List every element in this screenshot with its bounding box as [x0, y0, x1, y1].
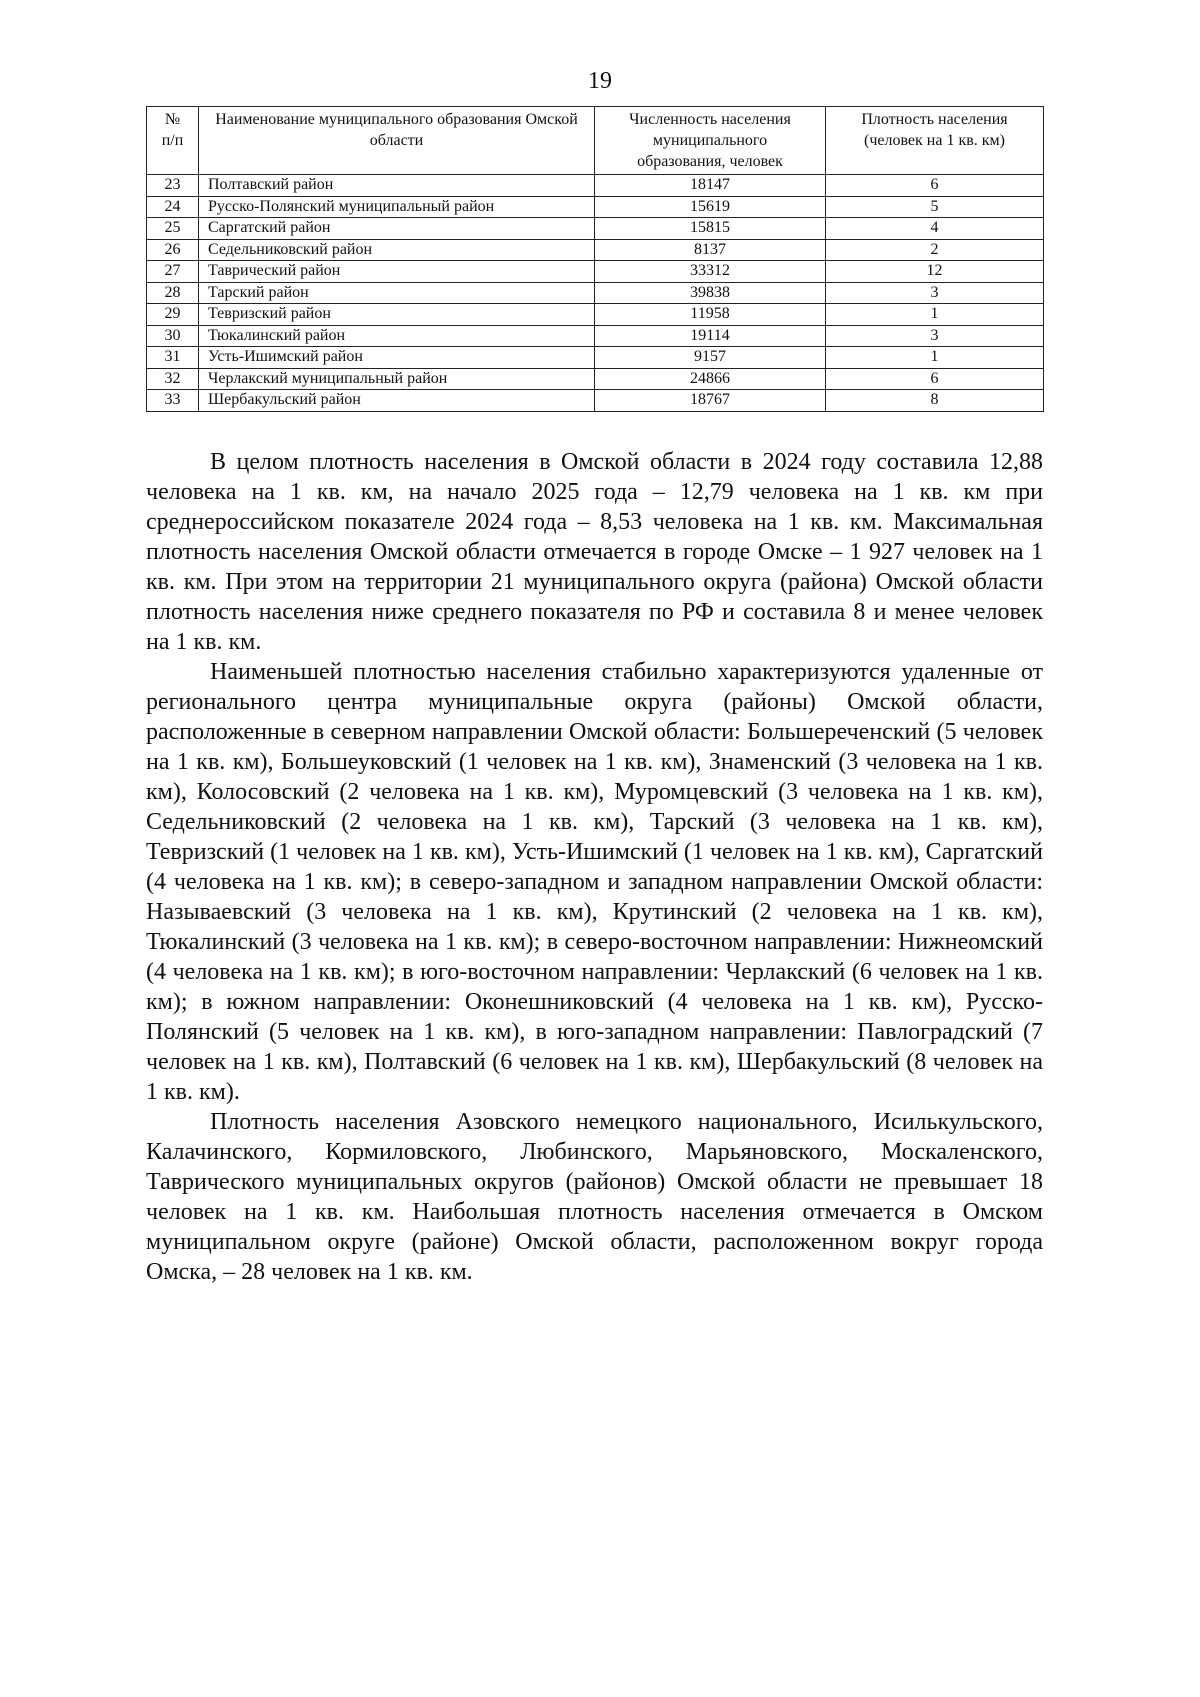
- cell-population: 9157: [595, 347, 826, 369]
- cell-number: 33: [147, 390, 199, 412]
- cell-number: 25: [147, 218, 199, 240]
- cell-municipality: Тюкалинский район: [199, 325, 595, 347]
- table-row: [147, 390, 1044, 412]
- table-row: [147, 282, 1044, 304]
- cell-municipality: Полтавский район: [199, 175, 595, 197]
- cell-density: 4: [826, 218, 1044, 240]
- cell-population: 24866: [595, 368, 826, 390]
- cell-density: 1: [826, 304, 1044, 326]
- cell-density: 3: [826, 282, 1044, 304]
- table-row: [147, 218, 1044, 240]
- paragraph: Наименьшей плотностью населения стабильно характеризуются удаленные от регионального центра муниципальные округа (районы) Омской области, расположенные в северном направлении Омской области: Большереченский (5 человек на 1 кв. км), Большеуковский (1 человек на 1 кв. км), Знаменский (3 человека на 1 кв. км), Колосовский (2 человека на 1 кв. км), Муромцевский (3 человека на 1 кв. км), Седельниковский (2 человека на 1 кв. км), Тарский (3 человека на 1 кв. км), Тевризский (1 человек на 1 кв. км), Усть-Ишимский (1 человек на 1 кв. км), Саргатский (4 человека на 1 кв. км); в северо-западном и западном направлении Омской области: Называевский (3 человека на 1 кв. км), Крутинский (2 человека на 1 кв. км), Тюкалинский (3 человека на 1 кв. км); в северо-восточном направлении: Нижнеомский (4 человека на 1 кв. км); в юго-восточном направлении: Черлакский (6 человек на 1 кв. км); в южном направлении: Оконешниковский (4 человека на 1 кв. км), Русско-Полянский (5 человек на 1 кв. км), в юго-западном направлении: Павлоградский (7 человек на 1 кв. км), Полтавский (6 человек на 1 кв. км), Шербакульский (8 человек на 1 кв. км).: [146, 659, 1043, 1105]
- cell-population: 39838: [595, 282, 826, 304]
- cell-number: 23: [147, 175, 199, 197]
- cell-density: 3: [826, 325, 1044, 347]
- table-body: [147, 175, 1044, 412]
- header-number: № п/п: [147, 107, 199, 175]
- cell-municipality: Усть-Ишимский район: [199, 347, 595, 369]
- cell-density: 5: [826, 196, 1044, 218]
- table-header-row: [147, 107, 1044, 175]
- cell-density: 6: [826, 175, 1044, 197]
- table-row: [147, 261, 1044, 283]
- cell-density: 12: [826, 261, 1044, 283]
- table-row: [147, 325, 1044, 347]
- cell-population: 15815: [595, 218, 826, 240]
- header-density: Плотность населения (человек на 1 кв. км): [826, 107, 1044, 175]
- cell-number: 32: [147, 368, 199, 390]
- cell-municipality: Таврический район: [199, 261, 595, 283]
- cell-population: 19114: [595, 325, 826, 347]
- page-number: 19: [588, 68, 612, 94]
- cell-municipality: Тарский район: [199, 282, 595, 304]
- cell-population: 18767: [595, 390, 826, 412]
- body-text: [146, 447, 1043, 1287]
- cell-number: 30: [147, 325, 199, 347]
- cell-municipality: Тевризский район: [199, 304, 595, 326]
- cell-density: 2: [826, 239, 1044, 261]
- cell-population: 33312: [595, 261, 826, 283]
- cell-population: 8137: [595, 239, 826, 261]
- cell-number: 26: [147, 239, 199, 261]
- cell-number: 29: [147, 304, 199, 326]
- table-row: [147, 239, 1044, 261]
- table-row: [147, 368, 1044, 390]
- cell-density: 1: [826, 347, 1044, 369]
- header-population: Численность населения муниципального образования, человек: [595, 107, 826, 175]
- cell-population: 15619: [595, 196, 826, 218]
- cell-density: 8: [826, 390, 1044, 412]
- cell-population: 18147: [595, 175, 826, 197]
- cell-density: 6: [826, 368, 1044, 390]
- table-row: [147, 175, 1044, 197]
- table-row: [147, 196, 1044, 218]
- cell-number: 31: [147, 347, 199, 369]
- paragraph: В целом плотность населения в Омской области в 2024 году составила 12,88 человека на 1 кв. км, на начало 2025 года – 12,79 человека на 1 кв. км при среднероссийском показателе 2024 года – 8,53 человека на 1 кв. км. Максимальная плотность населения Омской области отмечается в городе Омске – 1 927 человек на 1 кв. км. При этом на территории 21 муниципального округа (района) Омской области плотность населения ниже среднего показателя по РФ и составила 8 и менее человек на 1 кв. км.: [146, 449, 1043, 655]
- table-row: [147, 347, 1044, 369]
- cell-municipality: Саргатский район: [199, 218, 595, 240]
- cell-number: 24: [147, 196, 199, 218]
- cell-municipality: Седельниковский район: [199, 239, 595, 261]
- cell-population: 11958: [595, 304, 826, 326]
- header-municipality: Наименование муниципального образования Омской области: [199, 107, 595, 175]
- cell-municipality: Черлакский муниципальный район: [199, 368, 595, 390]
- table-row: [147, 304, 1044, 326]
- cell-municipality: Шербакульский район: [199, 390, 595, 412]
- paragraph: Плотность населения Азовского немецкого национального, Исилькульского, Калачинского, Кормиловского, Любинского, Марьяновского, Москаленского, Таврического муниципальных округов (районов) Омской области не превышает 18 человек на 1 кв. км. Наибольшая плотность населения отмечается в Омском муниципальном округе (районе) Омской области, расположенном вокруг города Омска, – 28 человек на 1 кв. км.: [146, 1109, 1043, 1285]
- cell-number: 27: [147, 261, 199, 283]
- cell-number: 28: [147, 282, 199, 304]
- cell-municipality: Русско-Полянский муниципальный район: [199, 196, 595, 218]
- population-table: [146, 106, 1044, 412]
